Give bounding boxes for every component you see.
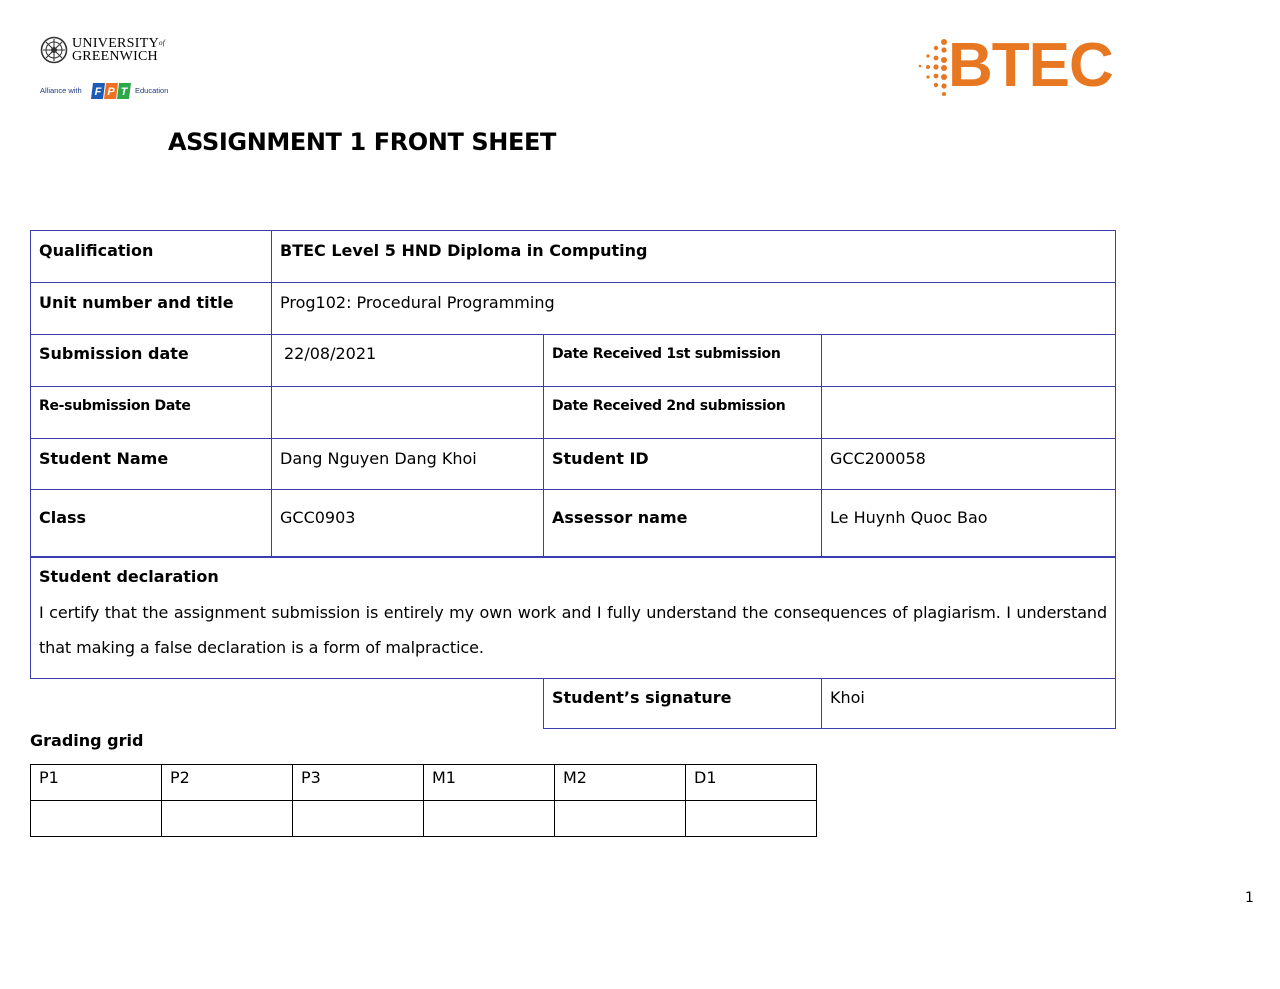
- unit-label: Unit number and title: [39, 293, 234, 312]
- grading-header-cell: [554, 764, 686, 801]
- university-logo: [38, 34, 178, 104]
- grading-header-label: P1: [39, 768, 59, 787]
- resubmission-label: Re-submission Date: [39, 398, 191, 414]
- university-name-line2: GREENWICH: [72, 49, 158, 64]
- student-id-label: Student ID: [552, 449, 649, 468]
- resubmission-label-cell: [30, 386, 272, 439]
- grading-value-cell: [423, 800, 555, 837]
- class-value-cell: [271, 489, 544, 558]
- student-name-value: Dang Nguyen Dang Khoi: [280, 449, 477, 468]
- student-id-label-cell: [543, 438, 822, 490]
- alliance-text: Alliance with: [40, 86, 82, 95]
- university-of: of: [159, 39, 166, 47]
- assessor-label-cell: [543, 489, 822, 558]
- student-name-label: Student Name: [39, 449, 169, 468]
- grading-header-label: P2: [170, 768, 190, 787]
- student-id-value-cell: [821, 438, 1116, 490]
- signature-value: Khoi: [830, 688, 865, 707]
- submission-date-label: Submission date: [39, 344, 189, 363]
- btec-wordmark: BTEC: [948, 31, 1113, 100]
- class-value: GCC0903: [280, 508, 356, 527]
- fpt-logo-icon: [91, 82, 133, 100]
- date-received-1-value-cell: [821, 334, 1116, 387]
- date-received-1-label: Date Received 1st submission: [552, 346, 781, 362]
- declaration-title: Student declaration: [39, 567, 219, 586]
- grading-value-cell: [30, 800, 162, 837]
- assessor-value-cell: [821, 489, 1116, 558]
- grading-grid-title: Grading grid: [30, 731, 144, 750]
- grading-header-cell: [423, 764, 555, 801]
- grading-value-cell: [685, 800, 817, 837]
- grading-header-cell: [685, 764, 817, 801]
- grading-header-label: P3: [301, 768, 321, 787]
- submission-date-label-cell: [30, 334, 272, 387]
- unit-label-cell: [30, 282, 272, 335]
- fpt-letter-p: P: [107, 86, 115, 98]
- grading-header-label: M2: [563, 768, 587, 787]
- alliance-row: [40, 80, 180, 100]
- student-declaration-cell: [30, 556, 1116, 679]
- university-name-line1: UNIVERSITYof: [72, 36, 166, 51]
- education-text: Education: [135, 86, 169, 95]
- fpt-letter-f: F: [94, 86, 102, 98]
- grading-header-label: D1: [694, 768, 717, 787]
- resubmission-value-cell: [271, 386, 544, 439]
- page-title: ASSIGNMENT 1 FRONT SHEET: [168, 128, 556, 156]
- student-name-value-cell: [271, 438, 544, 490]
- grading-header-cell: [30, 764, 162, 801]
- unit-value-cell: [271, 282, 1116, 335]
- signature-label-cell: [543, 678, 822, 729]
- grading-value-cell: [554, 800, 686, 837]
- student-id-value: GCC200058: [830, 449, 926, 468]
- unit-value: Prog102: Procedural Programming: [280, 293, 555, 312]
- qualification-label-cell: [30, 230, 272, 283]
- btec-logo: [910, 31, 1113, 100]
- class-label-cell: [30, 489, 272, 558]
- date-received-1-label-cell: [543, 334, 822, 387]
- page-number: 1: [1245, 890, 1254, 906]
- date-received-2-label: Date Received 2nd submission: [552, 398, 786, 414]
- class-label: Class: [39, 508, 87, 527]
- qualification-value: BTEC Level 5 HND Diploma in Computing: [280, 241, 648, 260]
- qualification-label: Qualification: [39, 241, 154, 260]
- submission-date-value-cell: [271, 334, 544, 387]
- assessor-value: Le Huynh Quoc Bao: [830, 508, 988, 527]
- university-seal-icon: [40, 36, 68, 64]
- date-received-2-value-cell: [821, 386, 1116, 439]
- grading-header-label: M1: [432, 768, 456, 787]
- qualification-value-cell: [271, 230, 1116, 283]
- signature-value-cell: [821, 678, 1116, 729]
- student-name-label-cell: [30, 438, 272, 490]
- grading-value-cell: [292, 800, 424, 837]
- signature-label: Student’s signature: [552, 688, 732, 707]
- declaration-text: I certify that the assignment submission is entirely my own work and I fully understand the consequences of plagiarism. I understand that making a false declaration is a form of malpractice.: [39, 603, 1107, 657]
- grading-header-cell: [161, 764, 293, 801]
- grading-value-cell: [161, 800, 293, 837]
- fpt-letter-t: T: [120, 86, 128, 98]
- grading-header-cell: [292, 764, 424, 801]
- submission-date-value: 22/08/2021: [284, 344, 377, 363]
- assessor-label: Assessor name: [552, 508, 688, 527]
- date-received-2-label-cell: [543, 386, 822, 439]
